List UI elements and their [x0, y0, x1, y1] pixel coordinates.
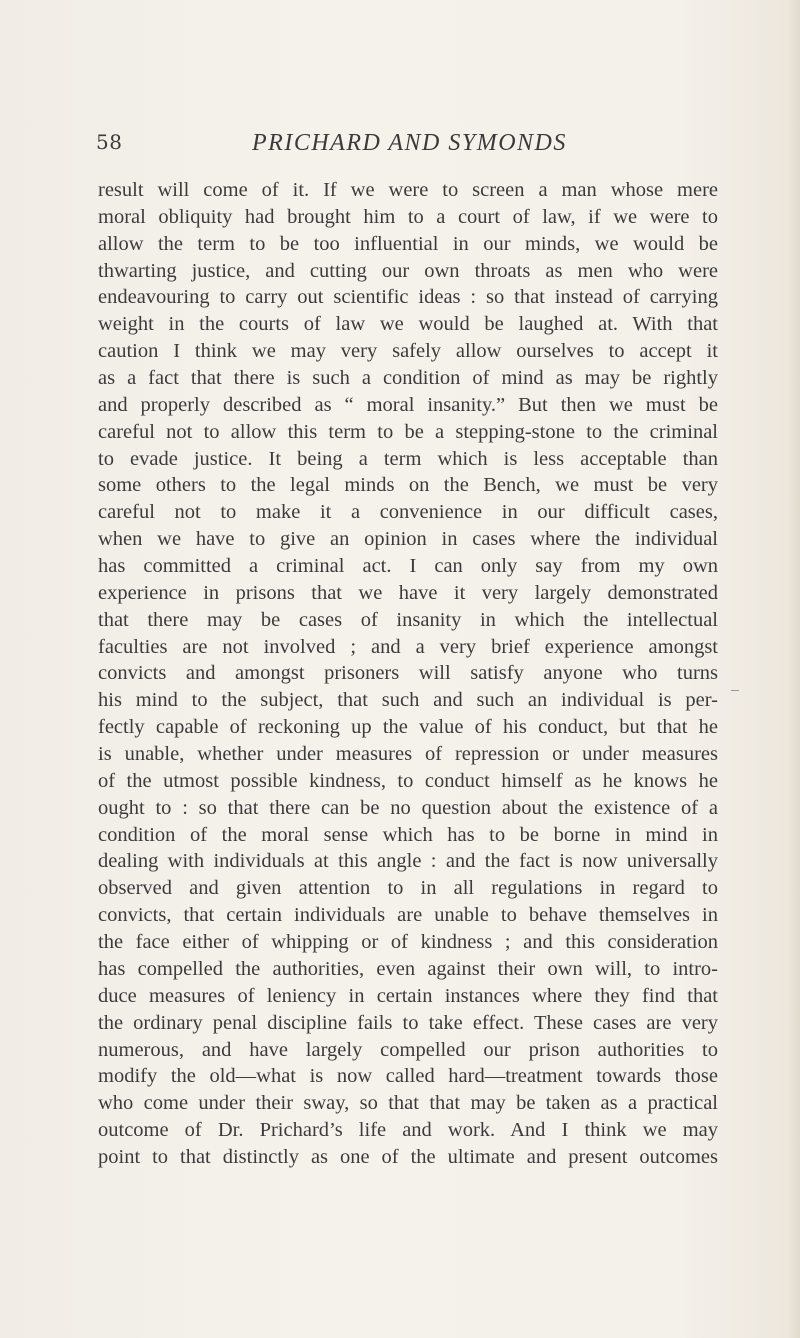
text-line: the ordinary penal discipline fails to take effect. These cases are very: [98, 1011, 718, 1034]
text-line: some others to the legal minds on the Bench, we must be very: [98, 474, 718, 497]
text-line: careful not to make it a convenience in our difficult cases,: [98, 501, 718, 524]
text-line: has compelled the authorities, even against their own will, to intro-: [98, 957, 718, 980]
running-head: PRICHARD AND SYMONDS: [252, 130, 567, 156]
text-line: allow the term to be too influential in our minds, we would be: [98, 232, 718, 255]
text-line: moral obliquity had brought him to a court of law, if we were to: [98, 205, 718, 228]
text-line: caution I think we may very safely allow ourselves to accept it: [98, 340, 718, 363]
text-line: as a fact that there is such a condition of mind as may be rightly: [98, 367, 718, 390]
text-line: condition of the moral sense which has to be borne in mind in: [98, 823, 718, 846]
text-line: of the utmost possible kindness, to conduct himself as he knows he: [98, 769, 718, 792]
margin-mark: [731, 690, 739, 691]
text-line: has committed a criminal act. I can only say from my own: [98, 555, 718, 578]
text-line: numerous, and have largely compelled our prison authorities to: [98, 1038, 718, 1061]
text-line: to evade justice. It being a term which is less acceptable than: [98, 447, 718, 470]
text-line: result will come of it. If we were to screen a man whose mere: [98, 179, 718, 201]
text-line: experience in prisons that we have it very largely demonstrated: [98, 581, 718, 604]
text-line: his mind to the subject, that such and such an individual is per-: [98, 689, 718, 712]
text-line: careful not to allow this term to be a stepping-stone to the criminal: [98, 420, 718, 443]
text-line: point to that distinctly as one of the ultimate and present outcomes: [98, 1145, 718, 1168]
text-line: convicts and amongst prisoners will satisfy anyone who turns: [98, 662, 718, 685]
page-number: 58: [96, 130, 123, 154]
text-line: weight in the courts of law we would be laughed at. With that: [98, 313, 718, 336]
text-line: fectly capable of reckoning up the value of his conduct, but that he: [98, 716, 718, 739]
text-line: duce measures of leniency in certain instances where they find that: [98, 984, 718, 1007]
text-line: faculties are not involved ; and a very brief experience amongst: [98, 635, 718, 658]
text-line: dealing with individuals at this angle : and the fact is now universally: [98, 850, 718, 873]
text-line: ought to : so that there can be no question about the existence of a: [98, 796, 718, 819]
text-line: the face either of whipping or of kindness ; and this consideration: [98, 931, 718, 954]
text-line: who come under their sway, so that that may be taken as a practical: [98, 1092, 718, 1115]
text-line: thwarting justice, and cutting our own throats as men who were: [98, 259, 718, 282]
body-text: [98, 177, 718, 1171]
text-line: and properly described as “ moral insanity.” But then we must be: [98, 393, 718, 416]
text-line: modify the old—what is now called hard—treatment towards those: [98, 1065, 718, 1088]
page-edge-shadow: [786, 0, 800, 1338]
text-line: outcome of Dr. Prichard’s life and work. And I think we may: [98, 1119, 718, 1142]
text-line: observed and given attention to in all regulations in regard to: [98, 877, 718, 900]
text-line: when we have to give an opinion in cases where the individual: [98, 528, 718, 551]
text-line: is unable, whether under measures of repression or under measures: [98, 743, 718, 766]
text-line: convicts, that certain individuals are unable to behave themselves in: [98, 904, 718, 927]
text-line: endeavouring to carry out scientific ideas : so that instead of carrying: [98, 286, 718, 309]
page-header: [0, 130, 800, 170]
text-line: that there may be cases of insanity in which the intellectual: [98, 608, 718, 631]
